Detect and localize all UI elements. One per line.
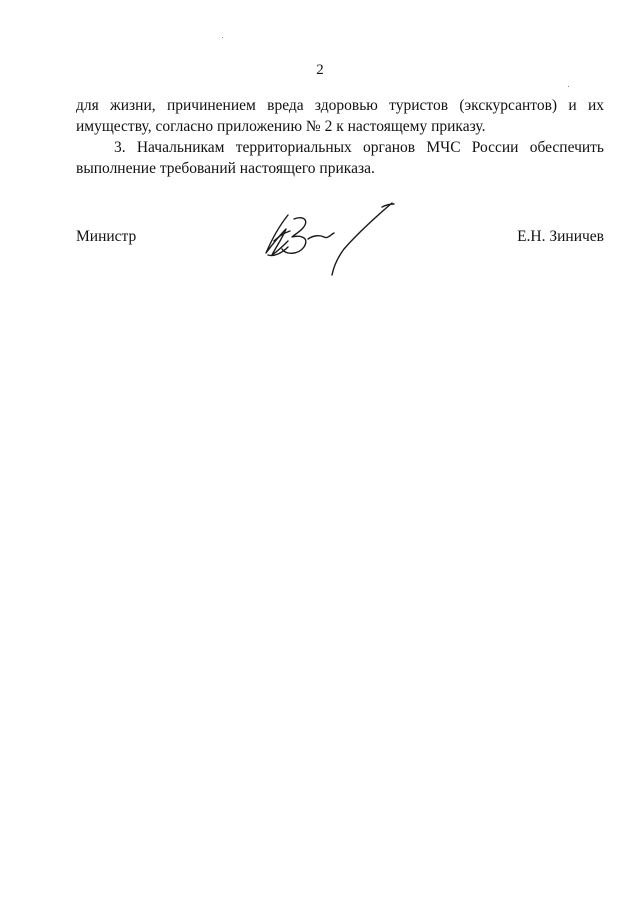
text-line: 3. Начальникам территориальных органов МЧС России обеспечить bbox=[114, 139, 604, 156]
paragraph-continuation bbox=[76, 95, 604, 137]
scan-speck bbox=[568, 86, 569, 87]
page-number: 2 bbox=[316, 62, 324, 78]
signatory-name: Е.Н. Зиничев bbox=[517, 228, 604, 245]
text-line: имуществу, согласно приложению № 2 к настоящему приказу. bbox=[76, 118, 486, 135]
document-body bbox=[76, 95, 604, 179]
text-line: выполнение требований настоящего приказа. bbox=[76, 160, 375, 177]
handwritten-signature bbox=[258, 195, 398, 279]
text-line: для жизни, причинением вреда здоровью туристов (экскурсантов) и их bbox=[76, 97, 604, 114]
signature-block bbox=[76, 195, 604, 285]
scan-speck bbox=[222, 37, 223, 38]
signatory-role: Министр bbox=[76, 228, 137, 245]
paragraph-item-3 bbox=[76, 137, 604, 179]
